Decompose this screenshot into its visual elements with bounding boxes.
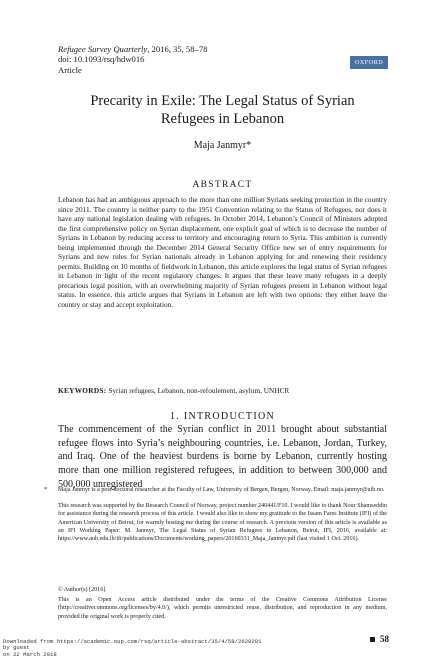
copyright: © Author(s) [2016].	[58, 587, 107, 593]
footnote-support: This research was supported by the Research Council of Norway, project number 240441/F10. I would like to thank Nour Shamseddin for assistance during the research process of this article. I would also like to show my gratitude to the Issam Fares Institute (IFI) of the American University of Beirut, for warmly hosting me during the course of research. A previous version of this article is available as an IFI Working Paper: M. Janmyr, The Legal Status of Syrian Refugees in Lebanon, Beirut, IFI, 2016, available at: https://www.aub.edu.lb/ifi/publications/Documents/working_papers/20160331_Maja_Janmyr.pdf (last visited 1 Oct. 2016).	[58, 503, 387, 543]
title-line-2: Refugees in Lebanon	[160, 111, 285, 127]
keywords	[58, 386, 387, 395]
page-number	[370, 634, 389, 644]
publisher-logo: OXFORD	[350, 56, 388, 69]
journal-name: Refugee Survey Quarterly	[58, 44, 148, 54]
license-note: This is an Open Access article distributed under the terms of the Creative Commons Attribution License (http://creativecommons.org/licenses/by/4.0/), which permits unrestricted reuse, distribution, and reproduction in any medium, provided the original work is properly cited.	[58, 597, 387, 620]
article-type: Article	[58, 64, 82, 75]
journal-citation	[58, 44, 207, 75]
author-name: Maja Janmyr*	[193, 140, 252, 151]
page-marker-icon	[370, 637, 375, 642]
footnote-author	[44, 486, 387, 494]
download-note: Downloaded from https://academic.oup.com/rsq/article-abstract/35/4/58/2629281 by guest on 22 March 2018	[3, 638, 262, 658]
abstract-heading: ABSTRACT	[192, 180, 253, 190]
intro-text: The commencement of the Syrian conflict in 2011 brought about substantial refugee flows into Syria’s neighbouring countries, i.e. Lebanon, Jordan, Turkey, and Iraq. One of the heaviest burdens is borne by Lebanon, currently hosting more than one million registered refugees, in addition to between 300,000 and 500,000 unregistered	[58, 424, 387, 490]
footnote-mark: *	[44, 487, 48, 493]
page-number-text: 58	[380, 634, 389, 644]
doi: doi: 10.1093/rsq/hdw016	[58, 54, 145, 65]
footnote-author-text: Maja Janmyr is a post-doctoral researcher at the Faculty of Law, University of Bergen, Bergen, Norway. Email: maja.janmyr@uib.no.	[58, 487, 385, 493]
keywords-label: KEYWORDS:	[58, 386, 107, 395]
article-title	[40, 92, 405, 128]
section-heading: 1. INTRODUCTION	[169, 411, 276, 422]
keywords-list: Syrian refugees, Lebanon, non-refoulement, asylum, UNHCR	[108, 386, 290, 395]
title-line-1: Precarity in Exile: The Legal Status of Syrian	[90, 93, 355, 109]
abstract-text: Lebanon has had an ambiguous approach to the more than one million Syrians seeking protection in the country since 2011. The country is neither party to the 1951 Convention relating to the Status of Refugees, nor does it have any national legislation dealing with refugees. In October 2014, Lebanon’s Council of Ministers adopted the first comprehensive policy on Syrian displacement, one explicit goal of which is to decrease the number of Syrians in Lebanon by reducing access to territory and encouraging return to Syria. This ambition is currently being implemented through the December 2014 General Security Office new set of entry requirements for Syrians and new rules for Syrian nationals already in Lebanon applying for and renewing their residency permits. Building on 10 months of fieldwork in Lebanon, this article explores the legal status of Syrian refugees in Lebanon in light of the recent regulatory changes. It argues that these leave many refugees in a deeply precarious legal position, with an overwhelming majority of Syrian refugees present in Lebanon without legal status. In essence, this article argues that Syrians in Lebanon are left with two options: they either leave the country or stay and accept exploitation.	[58, 195, 387, 310]
journal-volume-info: , 2016, 35, 58–78	[147, 44, 208, 54]
